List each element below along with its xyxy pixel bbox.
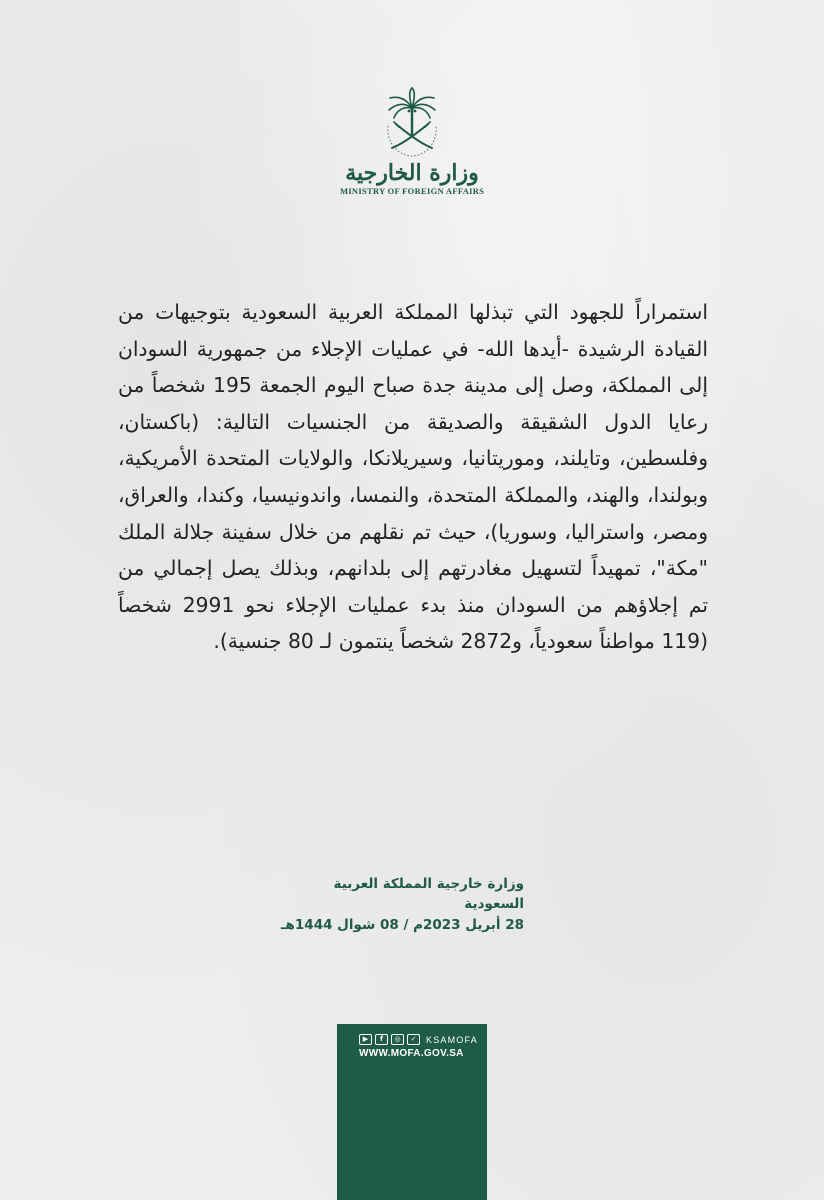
website-link[interactable]: WWW.MOFA.GOV.SA [359,1048,464,1059]
saudi-palm-swords-emblem-icon [382,86,442,158]
facebook-icon[interactable]: f [375,1034,388,1045]
signature-block [280,874,524,936]
logo-arabic-text: وزارة الخارجية [345,160,479,186]
statement-body: استمراراً للجهود التي تبذلها المملكة العربية السعودية بتوجيهات من القيادة الرشيدة -أيدها الله- في عمليات الإجلاء من جمهورية السودان إلى المملكة، وصل إلى مدينة جدة صباح اليوم الجمعة 195 شخصاً من رعايا الدول الشقيقة والصديقة من الجنسيات التالية: (باكستان، وفلسطين، وتايلند، وموريتانيا، وسيريلانكا، والولايات المتحدة الأمريكية، وبولندا، والهند، والمملكة المتحدة، والنمسا، واندونيسيا، وكندا، والعراق، ومصر، واستراليا، وسوريا)، حيث تم نقلهم من خلال سفينة جلالة الملك "مكة"، تمهيداً لتسهيل مغادرتهم إلى بلدانهم، وبذلك يصل إجمالي من تم إجلاؤهم من السودان منذ بدء عمليات الإجلاء نحو 2991 شخصاً (119 مواطناً سعودياً، و2872 شخصاً ينتمون لـ 80 جنسية). [118,300,708,654]
instagram-icon[interactable]: ◎ [391,1034,404,1045]
ministry-logo [340,86,484,196]
social-links [359,1034,478,1045]
footer-brand-block [337,1024,487,1200]
signature-ministry: وزارة خارجية المملكة العربية السعودية [333,876,524,912]
social-handle[interactable]: KSAMOFA [426,1034,478,1045]
youtube-icon[interactable]: ▶ [359,1034,372,1045]
twitter-icon[interactable]: ✓ [407,1034,420,1045]
signature-date: 28 أبريل 2023م / 08 شوال 1444هـ [280,917,524,933]
logo-english-text: MINISTRY OF FOREIGN AFFAIRS [340,186,485,196]
